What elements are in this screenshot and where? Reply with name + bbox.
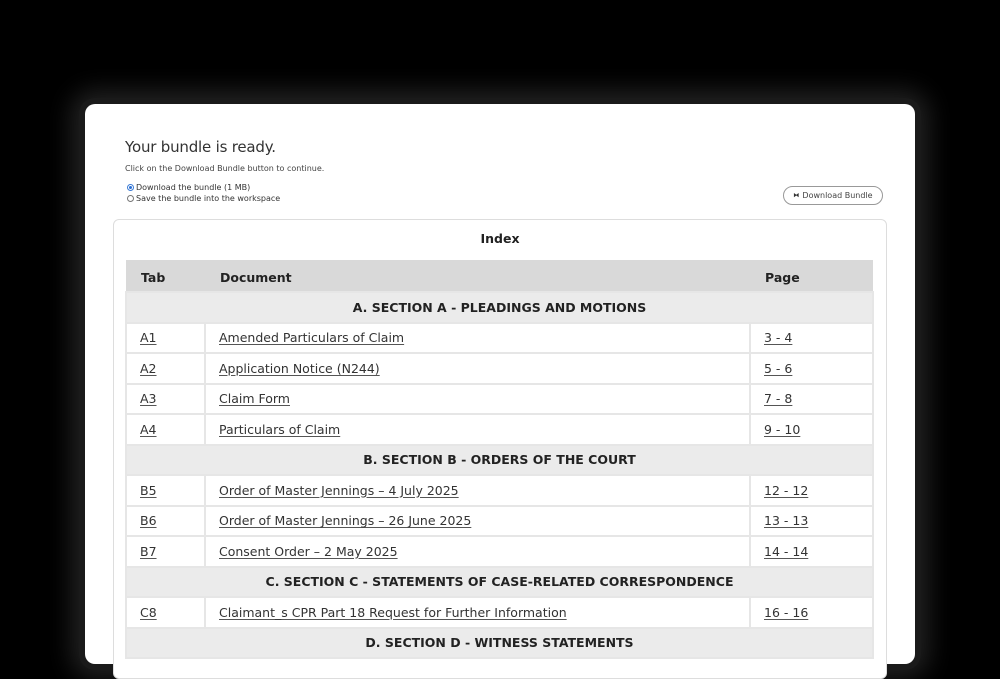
option-save-workspace[interactable] bbox=[127, 193, 280, 204]
document-link[interactable]: Order of Master Jennings – 26 June 2025 bbox=[219, 513, 472, 529]
page-link[interactable]: 14 - 14 bbox=[764, 543, 809, 559]
tab-link[interactable]: A1 bbox=[140, 330, 157, 346]
instruction-text: Click on the Download Bundle button to continue. bbox=[125, 164, 325, 173]
bundle-options bbox=[127, 182, 280, 204]
bundle-ready-dialog bbox=[85, 104, 915, 664]
table-row bbox=[126, 384, 873, 415]
table-row bbox=[126, 414, 873, 445]
document-link[interactable]: Claim Form bbox=[219, 391, 290, 407]
document-link[interactable]: Consent Order – 2 May 2025 bbox=[219, 543, 398, 559]
col-header-page: Page bbox=[750, 260, 873, 292]
tab-link[interactable]: B7 bbox=[140, 543, 157, 559]
table-row bbox=[126, 323, 873, 354]
tab-link[interactable]: A3 bbox=[140, 391, 157, 407]
index-table bbox=[125, 260, 874, 659]
page-link[interactable]: 13 - 13 bbox=[764, 513, 809, 529]
document-link[interactable]: Claimant_s CPR Part 18 Request for Further Information bbox=[219, 604, 567, 620]
col-header-tab: Tab bbox=[126, 260, 205, 292]
document-link[interactable]: Amended Particulars of Claim bbox=[219, 330, 405, 346]
download-bundle-label: Download Bundle bbox=[802, 191, 873, 200]
tab-link[interactable]: B5 bbox=[140, 482, 157, 498]
document-link[interactable]: Order of Master Jennings – 4 July 2025 bbox=[219, 482, 459, 498]
tab-link[interactable]: B6 bbox=[140, 513, 157, 529]
section-title: A. SECTION A - PLEADINGS AND MOTIONS bbox=[126, 292, 873, 323]
section-row bbox=[126, 292, 873, 323]
download-icon: ⧓ bbox=[793, 192, 800, 199]
option-download-label: Download the bundle (1 MB) bbox=[136, 183, 251, 192]
page-link[interactable]: 16 - 16 bbox=[764, 604, 809, 620]
tab-link[interactable]: C8 bbox=[140, 604, 157, 620]
section-title: C. SECTION C - STATEMENTS OF CASE-RELATED CORRESPONDENCE bbox=[126, 567, 873, 598]
col-header-document: Document bbox=[205, 260, 750, 292]
section-row bbox=[126, 567, 873, 598]
index-panel bbox=[113, 219, 887, 679]
section-title: D. SECTION D - WITNESS STATEMENTS bbox=[126, 628, 873, 659]
table-row bbox=[126, 475, 873, 506]
section-row bbox=[126, 445, 873, 476]
document-link[interactable]: Particulars of Claim bbox=[219, 421, 341, 437]
download-bundle-button[interactable] bbox=[783, 186, 883, 205]
option-save-workspace-label: Save the bundle into the workspace bbox=[136, 194, 281, 203]
page-link[interactable]: 7 - 8 bbox=[764, 391, 793, 407]
table-row bbox=[126, 353, 873, 384]
page-link[interactable]: 5 - 6 bbox=[764, 360, 793, 376]
page-title: Your bundle is ready. bbox=[125, 138, 276, 156]
tab-link[interactable]: A2 bbox=[140, 360, 157, 376]
radio-download[interactable] bbox=[127, 184, 134, 191]
page-link[interactable]: 9 - 10 bbox=[764, 421, 801, 437]
section-row bbox=[126, 628, 873, 659]
tab-link[interactable]: A4 bbox=[140, 421, 157, 437]
table-row bbox=[126, 506, 873, 537]
index-title: Index bbox=[480, 231, 520, 246]
radio-save-workspace[interactable] bbox=[127, 195, 134, 202]
document-link[interactable]: Application Notice (N244) bbox=[219, 360, 380, 376]
page-link[interactable]: 3 - 4 bbox=[764, 330, 793, 346]
section-title: B. SECTION B - ORDERS OF THE COURT bbox=[126, 445, 873, 476]
table-row bbox=[126, 536, 873, 567]
option-download[interactable] bbox=[127, 182, 280, 193]
table-header-row bbox=[126, 260, 873, 292]
table-row bbox=[126, 597, 873, 628]
page-link[interactable]: 12 - 12 bbox=[764, 482, 809, 498]
